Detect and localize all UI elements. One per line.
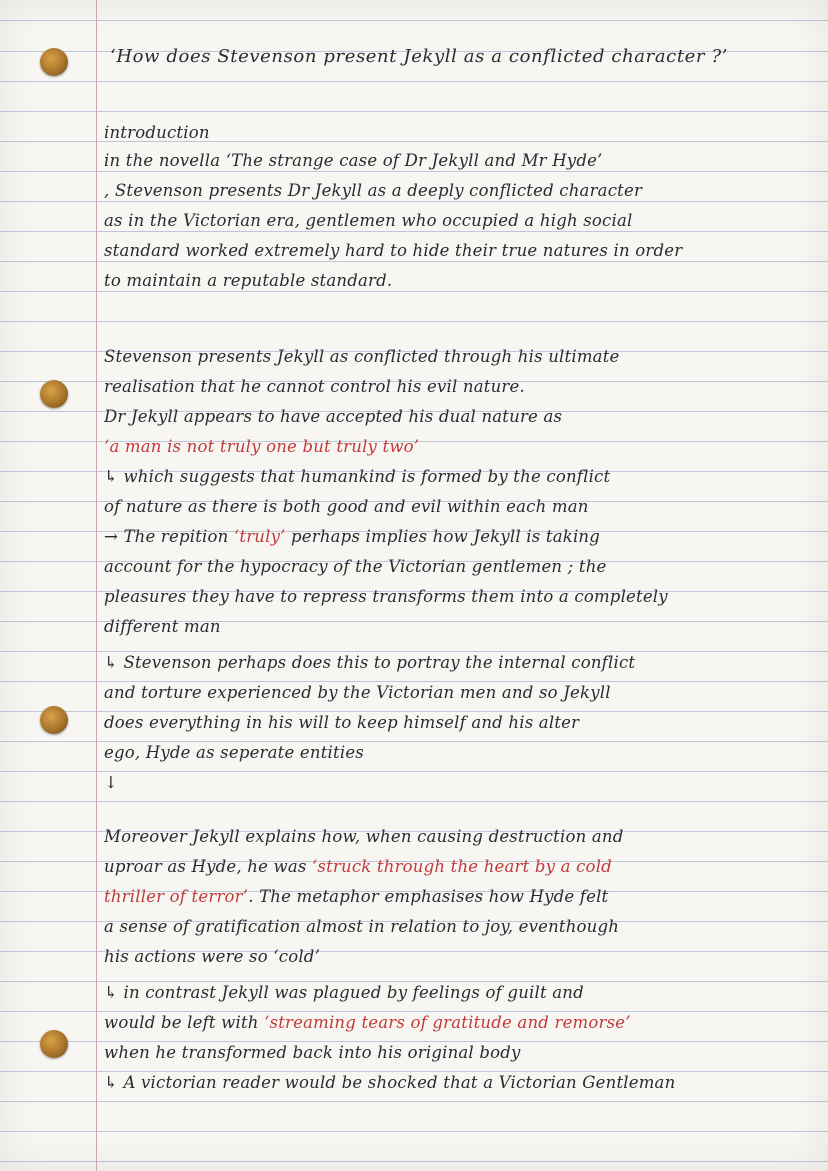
text: would be left with bbox=[104, 1013, 265, 1032]
para2-line: a sense of gratification almost in relation to joy, eventhough bbox=[104, 917, 620, 936]
para1-line: ↳ Stevenson perhaps does this to portray the internal conflict bbox=[104, 653, 636, 672]
text: . The metaphor emphasises how Hyde felt bbox=[248, 887, 609, 906]
para1-line: and torture experienced by the Victorian men and so Jekyll bbox=[104, 683, 611, 702]
para1-line: does everything in his will to keep himself and his alter bbox=[104, 713, 580, 732]
para1-line bbox=[104, 522, 816, 552]
quote: ‘streaming tears of gratitude and remorse’ bbox=[264, 1013, 631, 1032]
para1-line: account for the hypocracy of the Victorian gentlemen ; the bbox=[104, 557, 607, 576]
quote-line: ‘a man is not truly one but truly two’ bbox=[104, 437, 420, 456]
binder-hole bbox=[40, 706, 68, 734]
down-arrow: ↓ bbox=[104, 773, 119, 792]
para1-line: realisation that he cannot control his evil nature. bbox=[104, 377, 525, 396]
para1-line: ↳ which suggests that humankind is formed by the conflict bbox=[104, 467, 611, 486]
para2-line bbox=[104, 1008, 816, 1038]
intro-heading: introduction bbox=[104, 123, 210, 142]
intro-line: as in the Victorian era, gentlemen who occupied a high social bbox=[104, 211, 633, 230]
para2-line bbox=[104, 852, 816, 882]
para2-line: his actions were so ‘cold’ bbox=[104, 947, 321, 966]
para1-line: of nature as there is both good and evil within each man bbox=[104, 497, 589, 516]
para2-line: ↳ in contrast Jekyll was plagued by feelings of guilt and bbox=[104, 983, 584, 1002]
intro-line: in the novella ‘The strange case of Dr Jekyll and Mr Hyde’ bbox=[104, 151, 603, 170]
intro-line: standard worked extremely hard to hide their true natures in order bbox=[104, 241, 683, 260]
para2-line bbox=[104, 882, 816, 912]
para1-line: pleasures they have to repress transforms them into a completely bbox=[104, 587, 668, 606]
binder-hole bbox=[40, 1030, 68, 1058]
para1-line: different man bbox=[104, 617, 221, 636]
text: perhaps implies how Jekyll is taking bbox=[285, 527, 601, 546]
para2-line: when he transformed back into his original body bbox=[104, 1043, 521, 1062]
quote: ‘struck through the heart by a cold bbox=[311, 857, 612, 876]
essay-title: ‘How does Stevenson present Jekyll as a conflicted character ?’ bbox=[110, 46, 729, 67]
para2-line: ↳ A victorian reader would be shocked that a Victorian Gentleman bbox=[104, 1073, 676, 1092]
intro-line: , Stevenson presents Dr Jekyll as a deeply conflicted character bbox=[104, 181, 643, 200]
margin-line bbox=[96, 0, 97, 1171]
para2-line: Moreover Jekyll explains how, when causing destruction and bbox=[104, 827, 624, 846]
text: → The repition bbox=[104, 527, 234, 546]
para1-line: Dr Jekyll appears to have accepted his dual nature as bbox=[104, 407, 563, 426]
binder-hole bbox=[40, 48, 68, 76]
intro-line: to maintain a reputable standard. bbox=[104, 271, 393, 290]
text: uproar as Hyde, he was bbox=[104, 857, 312, 876]
para1-line: ego, Hyde as seperate entities bbox=[104, 743, 364, 762]
quote: ‘truly’ bbox=[233, 527, 286, 546]
binder-hole bbox=[40, 380, 68, 408]
para1-line: Stevenson presents Jekyll as conflicted through his ultimate bbox=[104, 347, 620, 366]
quote: thriller of terror’ bbox=[104, 887, 249, 906]
